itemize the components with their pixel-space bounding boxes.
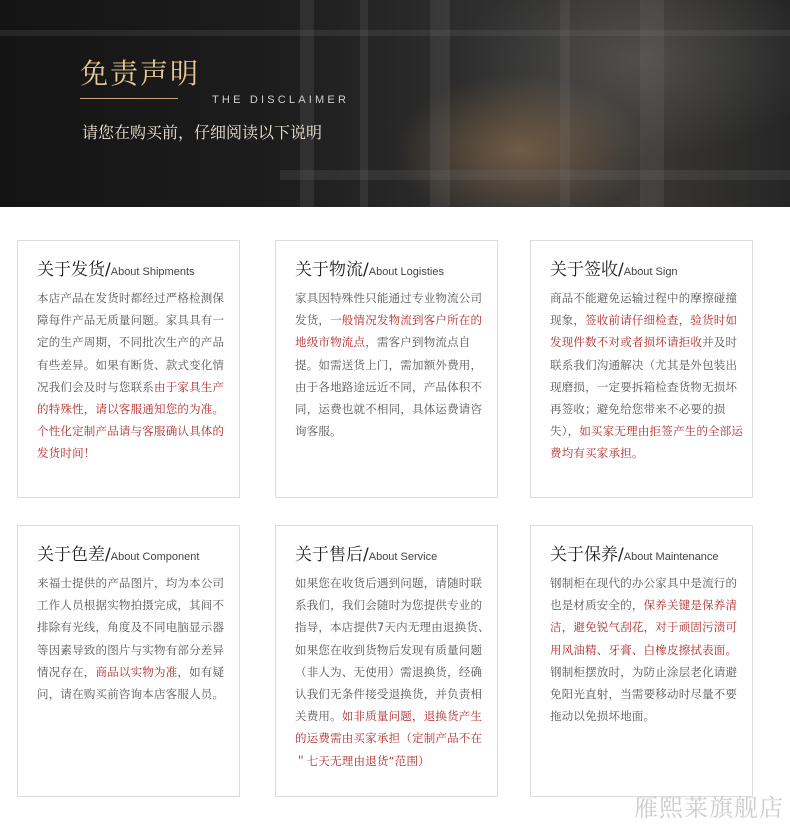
card-highlight: 如非质量问题，退换货产生的运费需由买家承担（定制产品不在＂七天无理由退货“范围） — [295, 709, 483, 768]
card-body: 家具因特殊性只能通过专业物流公司发货， — [295, 291, 483, 328]
card-title-en: About Component — [110, 551, 200, 563]
card-body: 本店产品在发货时都经过严格检测保障每件产品无质量问题。家具具有一定的生产周期，不同批次生产的产品有些差异。如果有断货、款式变化情况我们会及时与您联系 — [37, 291, 225, 394]
banner-subtitle-en: THE DISCLAIMER — [212, 94, 350, 106]
card-text — [295, 287, 491, 442]
card-body-after: ，需客户到物流点自提。如需送货上门，需加额外费用，由于各地路途远近不同，产品体积不同，运费也就不相同，具体运费请咨询客服。 — [295, 335, 483, 439]
banner — [0, 0, 790, 207]
card-logistics — [275, 240, 498, 498]
card-title: 关于物流/About Logisties — [295, 260, 444, 280]
card-highlight: 保养关键是保养清洁，避免锐气刮花，对于顽固污渍可用风油精、牙膏、白橡皮擦拭表面。 — [550, 598, 738, 657]
card-shipments — [17, 240, 240, 498]
banner-subtitle: 请您在购买前，仔细阅读以下说明 — [82, 123, 323, 142]
card-sign — [530, 240, 753, 498]
card-title: 关于售后/About Service — [295, 545, 438, 565]
store-watermark: 雁熙莱旗舰店 — [634, 794, 784, 822]
card-text — [295, 572, 491, 772]
card-color — [17, 525, 240, 797]
card-title-en: About Shipments — [110, 266, 195, 278]
card-service — [275, 525, 498, 797]
card-text — [37, 572, 233, 705]
card-title-cn: 关于物流 — [295, 260, 363, 280]
card-text — [550, 287, 746, 465]
card-highlight: 一般情况发物流到客户所在的地级市物流点 — [295, 313, 483, 350]
card-text — [37, 287, 233, 465]
card-title-en: About Maintenance — [623, 551, 719, 563]
card-title-en: About Service — [368, 551, 438, 563]
card-highlight: 由于家具生产的特殊性，请以客服通知您的为准。个性化定制产品请与客服确认具体的发货时间！ — [37, 379, 225, 461]
card-highlight: 商品以实物为准 — [95, 664, 178, 679]
card-text-2 — [550, 661, 746, 728]
card-text — [550, 572, 746, 661]
card-title-en: About Sign — [623, 266, 678, 278]
card-title-cn: 关于色差 — [37, 545, 105, 565]
card-title-en: About Logisties — [368, 266, 444, 278]
card-title: 关于色差/About Component — [37, 545, 200, 565]
card-title-cn: 关于签收 — [550, 260, 618, 280]
card-title: 关于发货/About Shipments — [37, 260, 195, 280]
card-body-after: ，如有疑问，请在购买前咨询本店客服人员。 — [37, 664, 225, 702]
card-body: 如果您在收货后遇到问题，请随时联系我们，我们会随时为您提供专业的指导，本店提供7天内无理由退换货、如果您在收到货物后发现有质量问题（非人为、无使用）需退换货，经确认我们无条件接受退换货，并负责相关费用。 — [295, 576, 490, 724]
card-body: 来福士提供的产品图片，均为本公司工作人员根据实物拍摄完成，其间不排除有光线，角度及不同电脑显示器等因素导致的图片与实物有部分差异情况存在， — [37, 576, 225, 679]
card-title-cn: 关于售后 — [295, 545, 363, 565]
banner-divider — [80, 98, 178, 99]
card-highlight: 签收前请仔细检查，验货时如发现件数不对或者损坏请拒收 — [550, 313, 738, 350]
card-body: 商品不能避免运输过程中的摩擦碰撞现象， — [550, 291, 738, 328]
card-title: 关于保养/About Maintenance — [550, 545, 719, 565]
card-body-after: 并及时联系我们沟通解决（尤其是外包装出现磨损，一定要拆箱检查货物无损坏再签收；避免给您带来不必要的损失）， — [550, 335, 738, 439]
card-body: 钢制柜在现代的办公家具中是流行的也是材质安全的， — [550, 576, 738, 613]
card-maintenance — [530, 525, 753, 797]
card-title-cn: 关于发货 — [37, 260, 105, 280]
card-title: 关于签收/About Sign — [550, 260, 678, 280]
card-title-cn: 关于保养 — [550, 545, 618, 565]
card-body-2: 钢制柜摆放时，为防止涂层老化请避免阳光直射，当需要移动时尽量不要拖动以免损坏地面。 — [550, 664, 738, 724]
card-highlight-2: 如买家无理由拒签产生的全部运费均有买家承担。 — [550, 424, 744, 461]
banner-title: 免责声明 — [80, 57, 201, 90]
